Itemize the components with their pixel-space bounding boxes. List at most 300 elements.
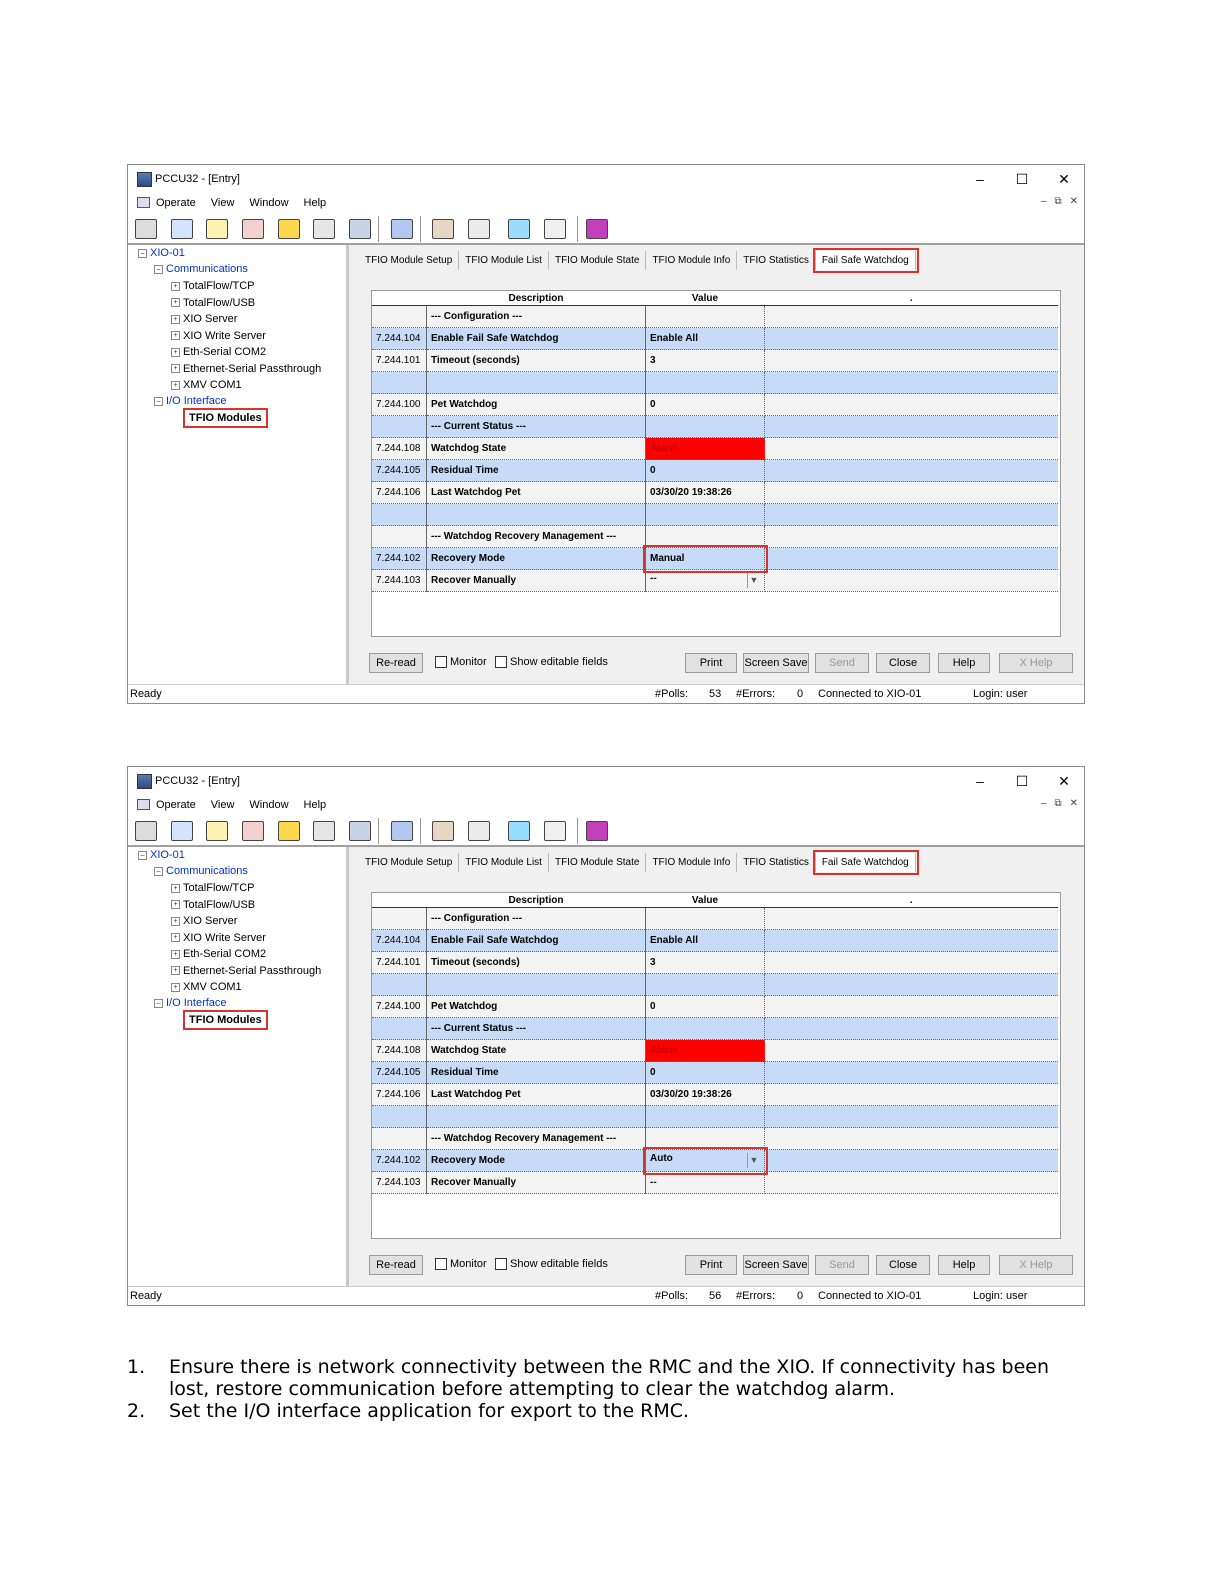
tab[interactable]: TFIO Statistics	[737, 853, 816, 872]
status-ready: Ready	[130, 1290, 162, 1302]
send-button[interactable]: Send	[815, 1255, 869, 1275]
description-cell: Timeout (seconds)	[427, 350, 646, 372]
register-cell: 7.244.108	[372, 438, 427, 460]
maximize-icon[interactable]: ☐	[1015, 773, 1029, 789]
register-grid	[371, 290, 1061, 637]
tools-icon[interactable]	[310, 216, 336, 240]
register-cell: 7.244.100	[372, 996, 427, 1018]
table-row	[372, 328, 1058, 350]
connection-status: Connected to XIO-01	[818, 1290, 922, 1302]
reread-button[interactable]: Re-read	[369, 1255, 423, 1275]
login-status: Login: user	[973, 688, 1028, 700]
collapse-icon[interactable]: –	[138, 851, 147, 860]
expand-icon[interactable]: +	[171, 966, 180, 975]
menu-bar	[128, 193, 1084, 213]
document-icon[interactable]	[137, 197, 150, 208]
checkbox-box[interactable]	[495, 1258, 507, 1270]
show-editable-checkbox[interactable]: Show editable fields	[495, 656, 608, 668]
menu-item[interactable]: View	[210, 799, 235, 811]
toolbar	[128, 213, 1084, 245]
extra-cell	[765, 996, 1059, 1018]
description-cell: --- Watchdog Recovery Management ---	[427, 526, 646, 548]
register-cell	[372, 1106, 427, 1128]
collapse-icon[interactable]: –	[154, 867, 163, 876]
extra-cell	[765, 526, 1059, 548]
tree-node-tfio-modules[interactable]: TFIO Modules	[186, 411, 265, 425]
register-cell: 7.244.106	[372, 1084, 427, 1106]
value-cell[interactable]	[646, 952, 765, 974]
value-cell[interactable]	[646, 438, 765, 460]
description-cell: Watchdog State	[427, 438, 646, 460]
value-cell[interactable]	[646, 306, 765, 328]
description-cell	[427, 372, 646, 394]
value-cell[interactable]	[646, 394, 765, 416]
setup-icon[interactable]	[541, 216, 567, 240]
register-cell: 7.244.101	[372, 952, 427, 974]
toolbar-separator	[378, 216, 379, 242]
folder-refresh-icon[interactable]	[275, 216, 301, 240]
column-header-value: Value	[646, 291, 765, 306]
value-text: 03/30/20 19:38:26	[650, 1089, 732, 1100]
mdi-restore-icon[interactable]: ⧉	[1054, 798, 1062, 809]
table-row	[372, 1084, 1058, 1106]
window-title: PCCU32 - [Entry]	[155, 775, 240, 787]
extra-cell	[765, 1062, 1059, 1084]
register-cell	[372, 974, 427, 996]
column-header-description: Description	[427, 893, 646, 908]
monitor-checkbox[interactable]: Monitor	[435, 656, 487, 668]
step-1	[127, 1356, 1087, 1400]
toolbar-separator	[420, 216, 421, 242]
tree-node-comm-port[interactable]: + Eth-Serial COM2	[171, 346, 266, 358]
toolbar	[128, 815, 1084, 847]
description-cell: Enable Fail Safe Watchdog	[427, 328, 646, 350]
toolbar-separator	[577, 818, 578, 844]
tree-node-comm-port[interactable]: + Eth-Serial COM2	[171, 948, 266, 960]
value-cell[interactable]	[646, 372, 765, 394]
tools-icon[interactable]	[310, 818, 336, 842]
step-2	[127, 1400, 1087, 1422]
register-cell	[372, 372, 427, 394]
menu-item[interactable]: Window	[249, 197, 289, 209]
device-id-icon[interactable]	[505, 818, 531, 842]
value-cell[interactable]	[646, 416, 765, 438]
table-row	[372, 306, 1058, 328]
extra-cell	[765, 974, 1059, 996]
table-row	[372, 416, 1058, 438]
mdi-restore-icon[interactable]: ⧉	[1054, 196, 1062, 207]
checkbox-box[interactable]	[435, 656, 447, 668]
tab[interactable]: TFIO Module State	[549, 853, 646, 872]
archive-icon[interactable]	[465, 818, 491, 842]
polls-label: #Polls:	[655, 1290, 689, 1302]
maximize-icon[interactable]: ☐	[1015, 171, 1029, 187]
tree-node-comm-port[interactable]: + XMV COM1	[171, 981, 242, 993]
register-cell: 7.244.102	[372, 548, 427, 570]
toolbar-separator	[378, 818, 379, 844]
expand-icon[interactable]: +	[171, 381, 180, 390]
tree-node-io-interface[interactable]: – I/O Interface	[154, 997, 227, 1009]
value-text: Enable All	[650, 333, 698, 344]
register-cell	[372, 526, 427, 548]
description-cell	[427, 974, 646, 996]
value-cell[interactable]	[646, 1040, 765, 1062]
tab[interactable]: TFIO Module Info	[646, 853, 737, 872]
table-row	[372, 1018, 1058, 1040]
tree-node-comm-port[interactable]: + TotalFlow/USB	[171, 297, 255, 309]
table-row	[372, 1040, 1058, 1062]
expand-icon[interactable]: +	[171, 282, 180, 291]
extra-cell	[765, 1150, 1059, 1172]
description-cell: --- Configuration ---	[427, 306, 646, 328]
close-button[interactable]: Close	[876, 653, 930, 673]
help-button[interactable]: Help	[938, 1255, 990, 1275]
collapse-icon[interactable]: –	[154, 265, 163, 274]
table-row	[372, 548, 1058, 570]
expand-icon[interactable]: +	[171, 950, 180, 959]
archive-icon[interactable]	[465, 216, 491, 240]
tab[interactable]: Fail Safe Watchdog	[816, 853, 916, 872]
value-cell[interactable]	[646, 504, 765, 526]
navigation-tree	[128, 245, 349, 685]
value-text: --	[650, 1177, 657, 1188]
value-cell[interactable]	[646, 1106, 765, 1128]
status-ready: Ready	[130, 688, 162, 700]
tree-node-comm-port[interactable]: + XIO Server	[171, 313, 237, 325]
tree-node-comm-port[interactable]: + XIO Write Server	[171, 932, 266, 944]
login-status: Login: user	[973, 1290, 1028, 1302]
table-row	[372, 526, 1058, 548]
value-cell[interactable]	[646, 328, 765, 350]
table-row	[372, 394, 1058, 416]
register-cell: 7.244.104	[372, 328, 427, 350]
title-bar	[128, 165, 1084, 193]
table-row	[372, 570, 1058, 592]
value-cell[interactable]	[646, 570, 765, 592]
entry-icon[interactable]	[168, 216, 194, 240]
table-row	[372, 350, 1058, 372]
menu-item[interactable]: View	[210, 197, 235, 209]
register-cell	[372, 416, 427, 438]
expand-icon[interactable]: +	[171, 884, 180, 893]
print-button[interactable]: Print	[685, 1255, 737, 1275]
navigation-tree	[128, 847, 349, 1287]
tree-node-comm-port[interactable]: + XIO Write Server	[171, 330, 266, 342]
value-text: 0	[650, 1001, 656, 1012]
menu-item[interactable]: Help	[303, 799, 327, 811]
export-icon[interactable]	[239, 216, 265, 240]
stack-icon[interactable]	[429, 216, 455, 240]
register-cell: 7.244.102	[372, 1150, 427, 1172]
checkbox-box[interactable]	[435, 1258, 447, 1270]
screen-save-button[interactable]: Screen Save	[743, 653, 809, 673]
step-text: Set the I/O interface application for export to the RMC.	[169, 1400, 690, 1422]
send-button[interactable]: Send	[815, 653, 869, 673]
column-header-register	[372, 893, 427, 908]
app-icon	[137, 172, 152, 187]
extra-cell	[765, 306, 1059, 328]
step-text: Ensure there is network connectivity between the RMC and the XIO. If connectivity has been lost, restore communication before attempting to clear the watchdog alarm.	[169, 1356, 1050, 1400]
extra-cell	[765, 438, 1059, 460]
close-button[interactable]: Close	[876, 1255, 930, 1275]
tab[interactable]: TFIO Module Info	[646, 251, 737, 270]
column-header-register	[372, 291, 427, 306]
register-cell: 7.244.108	[372, 1040, 427, 1062]
errors-label: #Errors:	[736, 1290, 776, 1302]
step-number: 2.	[127, 1400, 146, 1422]
tree-node-communications[interactable]: – Communications	[154, 865, 248, 877]
value-text: Enable All	[650, 935, 698, 946]
description-cell: Watchdog State	[427, 1040, 646, 1062]
value-cell[interactable]	[646, 1062, 765, 1084]
value-text: 3	[650, 355, 656, 366]
extra-cell	[765, 1018, 1059, 1040]
extra-cell	[765, 416, 1059, 438]
chevron-down-icon[interactable]: ▼	[747, 1153, 760, 1168]
extra-cell	[765, 908, 1059, 930]
network-icon[interactable]	[346, 818, 372, 842]
expand-icon[interactable]: +	[171, 315, 180, 324]
value-cell[interactable]	[646, 526, 765, 548]
value-cell[interactable]	[646, 460, 765, 482]
device-icon[interactable]	[132, 216, 158, 240]
table-row	[372, 1150, 1058, 1172]
extra-cell	[765, 570, 1059, 592]
value-cell[interactable]	[646, 974, 765, 996]
extra-cell	[765, 1172, 1059, 1194]
polls-label: #Polls:	[655, 688, 689, 700]
polls-count: 56	[709, 1290, 722, 1302]
modbus-icon[interactable]	[388, 216, 414, 240]
pccu-window-manual	[127, 164, 1085, 704]
expand-icon[interactable]: +	[171, 917, 180, 926]
window-title: PCCU32 - [Entry]	[155, 173, 240, 185]
register-cell: 7.244.103	[372, 1172, 427, 1194]
register-cell	[372, 908, 427, 930]
value-cell[interactable]	[646, 930, 765, 952]
expand-icon[interactable]: +	[171, 933, 180, 942]
collapse-icon[interactable]: –	[138, 249, 147, 258]
menu-item[interactable]: Operate	[156, 799, 196, 811]
setup-icon[interactable]	[541, 818, 567, 842]
tab-strip	[359, 853, 916, 872]
menu-item[interactable]: Window	[249, 799, 289, 811]
table-row	[372, 1106, 1058, 1128]
menu-bar	[128, 795, 1084, 815]
value-cell[interactable]	[646, 1084, 765, 1106]
polls-count: 53	[709, 688, 722, 700]
pccu-window-auto	[127, 766, 1085, 1306]
value-text: 3	[650, 957, 656, 968]
expand-icon[interactable]: +	[171, 348, 180, 357]
description-cell: Residual Time	[427, 1062, 646, 1084]
value-cell[interactable]	[646, 1128, 765, 1150]
export-icon[interactable]	[239, 818, 265, 842]
content-panel	[349, 245, 1084, 685]
register-cell	[372, 1018, 427, 1040]
minimize-icon[interactable]: –	[976, 171, 984, 187]
extra-cell	[765, 1128, 1059, 1150]
toolbar-separator	[577, 216, 578, 242]
mdi-minimize-icon[interactable]: –	[1040, 196, 1047, 207]
xhelp-button[interactable]: X Help	[999, 1255, 1073, 1275]
mdi-close-icon[interactable]: ✕	[1069, 196, 1078, 207]
extra-cell	[765, 482, 1059, 504]
register-cell	[372, 1128, 427, 1150]
expand-icon[interactable]: +	[171, 900, 180, 909]
errors-count: 0	[797, 688, 804, 700]
table-row	[372, 460, 1058, 482]
expand-icon[interactable]: +	[171, 331, 180, 340]
tree-node-root[interactable]: – XIO-01	[138, 849, 185, 861]
table-row	[372, 1062, 1058, 1084]
description-cell: Last Watchdog Pet	[427, 1084, 646, 1106]
extra-cell	[765, 460, 1059, 482]
connection-status: Connected to XIO-01	[818, 688, 922, 700]
menu-item[interactable]: Operate	[156, 197, 196, 209]
device-icon[interactable]	[132, 818, 158, 842]
column-header-extra: .	[765, 291, 1059, 306]
expand-icon[interactable]: +	[171, 364, 180, 373]
modbus-icon[interactable]	[388, 818, 414, 842]
collect-icon[interactable]	[203, 818, 229, 842]
description-cell: Recover Manually	[427, 570, 646, 592]
description-cell: --- Current Status ---	[427, 1018, 646, 1040]
description-cell: Pet Watchdog	[427, 996, 646, 1018]
expand-icon[interactable]: +	[171, 983, 180, 992]
tab[interactable]: TFIO Module List	[459, 853, 549, 872]
close-icon[interactable]: ✕	[1058, 773, 1070, 789]
tree-node-comm-port[interactable]: + XMV COM1	[171, 379, 242, 391]
monitor-checkbox[interactable]: Monitor	[435, 1258, 487, 1270]
value-cell[interactable]	[646, 482, 765, 504]
status-bar	[128, 1286, 1084, 1305]
help-book-icon[interactable]	[583, 818, 609, 842]
table-row	[372, 952, 1058, 974]
menu-item[interactable]: Help	[303, 197, 327, 209]
document-icon[interactable]	[137, 799, 150, 810]
button-bar	[369, 1255, 1074, 1275]
description-cell: Recovery Mode	[427, 1150, 646, 1172]
tree-node-comm-port[interactable]: + TotalFlow/TCP	[171, 882, 255, 894]
screen-save-button[interactable]: Screen Save	[743, 1255, 809, 1275]
xhelp-button[interactable]: X Help	[999, 653, 1073, 673]
value-cell[interactable]	[646, 1172, 765, 1194]
column-header-description: Description	[427, 291, 646, 306]
value-cell[interactable]	[646, 1150, 765, 1172]
register-cell: 7.244.105	[372, 460, 427, 482]
show-editable-checkbox[interactable]: Show editable fields	[495, 1258, 608, 1270]
device-id-icon[interactable]	[505, 216, 531, 240]
help-button[interactable]: Help	[938, 653, 990, 673]
extra-cell	[765, 1040, 1059, 1062]
extra-cell	[765, 1106, 1059, 1128]
stack-icon[interactable]	[429, 818, 455, 842]
value-text: 0	[650, 465, 656, 476]
mdi-close-icon[interactable]: ✕	[1069, 798, 1078, 809]
value-cell[interactable]	[646, 908, 765, 930]
extra-cell	[765, 1084, 1059, 1106]
tree-node-comm-port[interactable]: + Ethernet-Serial Passthrough	[171, 965, 321, 977]
entry-icon[interactable]	[168, 818, 194, 842]
column-header-value: Value	[646, 893, 765, 908]
minimize-icon[interactable]: –	[976, 773, 984, 789]
tab[interactable]: TFIO Module Setup	[359, 853, 459, 872]
tree-node-comm-port[interactable]: + TotalFlow/USB	[171, 899, 255, 911]
tab[interactable]: TFIO Module State	[549, 251, 646, 270]
register-cell	[372, 504, 427, 526]
value-text: Manual	[650, 553, 685, 564]
table-row	[372, 1172, 1058, 1194]
collapse-icon[interactable]: –	[154, 999, 163, 1008]
table-row	[372, 482, 1058, 504]
table-row	[372, 1128, 1058, 1150]
register-cell: 7.244.101	[372, 350, 427, 372]
tree-node-io-interface[interactable]: – I/O Interface	[154, 395, 227, 407]
table-row	[372, 504, 1058, 526]
collapse-icon[interactable]: –	[154, 397, 163, 406]
mdi-minimize-icon[interactable]: –	[1040, 798, 1047, 809]
print-button[interactable]: Print	[685, 653, 737, 673]
step-number: 1.	[127, 1356, 146, 1378]
tree-node-comm-port[interactable]: + TotalFlow/TCP	[171, 280, 255, 292]
close-icon[interactable]: ✕	[1058, 171, 1070, 187]
register-cell: 7.244.100	[372, 394, 427, 416]
tab[interactable]: TFIO Statistics	[737, 251, 816, 270]
app-icon	[137, 774, 152, 789]
extra-cell	[765, 952, 1059, 974]
value-text: 0	[650, 1067, 656, 1078]
description-cell: Enable Fail Safe Watchdog	[427, 930, 646, 952]
tree-node-tfio-modules[interactable]: TFIO Modules	[186, 1013, 265, 1027]
tab[interactable]: TFIO Module List	[459, 251, 549, 270]
value-cell[interactable]	[646, 350, 765, 372]
help-book-icon[interactable]	[583, 216, 609, 240]
value-text: 03/30/20 19:38:26	[650, 487, 732, 498]
extra-cell	[765, 350, 1059, 372]
value-cell[interactable]	[646, 548, 765, 570]
value-text: Alarm	[650, 443, 679, 454]
expand-icon[interactable]: +	[171, 298, 180, 307]
reread-button[interactable]: Re-read	[369, 653, 423, 673]
tree-node-comm-port[interactable]: + Ethernet-Serial Passthrough	[171, 363, 321, 375]
register-cell: 7.244.103	[372, 570, 427, 592]
description-cell: Recovery Mode	[427, 548, 646, 570]
description-cell: Recover Manually	[427, 1172, 646, 1194]
tree-node-comm-port[interactable]: + XIO Server	[171, 915, 237, 927]
extra-cell	[765, 372, 1059, 394]
errors-label: #Errors:	[736, 688, 776, 700]
value-text: --	[650, 573, 657, 584]
value-cell[interactable]	[646, 996, 765, 1018]
column-header-extra: .	[765, 893, 1059, 908]
collect-icon[interactable]	[203, 216, 229, 240]
tree-node-root[interactable]: – XIO-01	[138, 247, 185, 259]
description-cell: --- Watchdog Recovery Management ---	[427, 1128, 646, 1150]
value-text: Auto	[650, 1153, 673, 1164]
tab[interactable]: TFIO Module Setup	[359, 251, 459, 270]
chevron-down-icon[interactable]: ▼	[747, 573, 760, 588]
value-cell[interactable]	[646, 1018, 765, 1040]
folder-refresh-icon[interactable]	[275, 818, 301, 842]
checkbox-box[interactable]	[495, 656, 507, 668]
description-cell: --- Current Status ---	[427, 416, 646, 438]
tab[interactable]: Fail Safe Watchdog	[816, 251, 916, 270]
tree-node-communications[interactable]: – Communications	[154, 263, 248, 275]
network-icon[interactable]	[346, 216, 372, 240]
description-cell: --- Configuration ---	[427, 908, 646, 930]
content-panel	[349, 847, 1084, 1287]
